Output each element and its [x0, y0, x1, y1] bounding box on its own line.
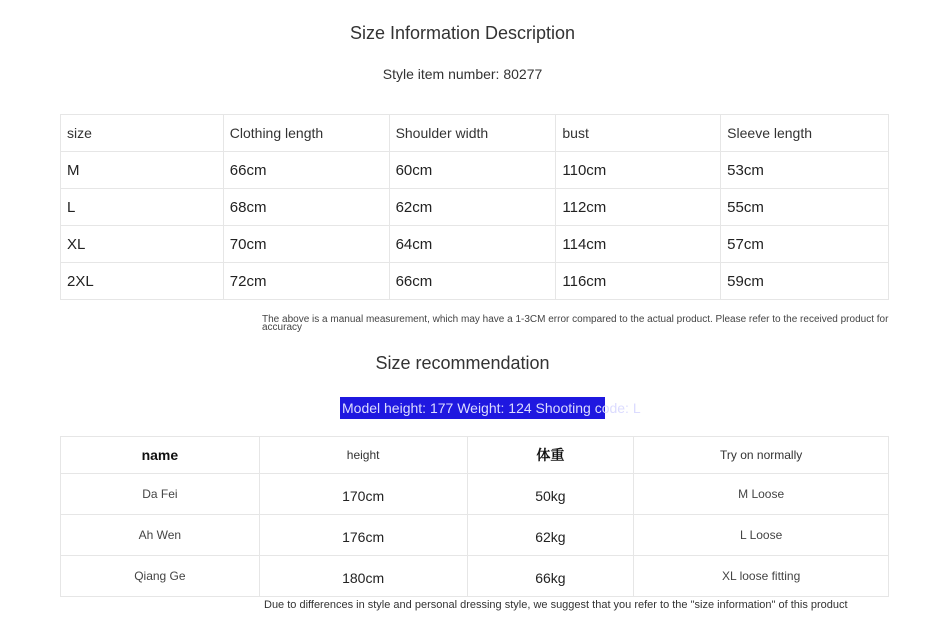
sleeve-length-cell: 55cm: [721, 189, 889, 226]
clothing-length-cell: 68cm: [223, 189, 389, 226]
shoulder-width-cell: 64cm: [389, 226, 556, 263]
sleeve-length-cell: 59cm: [721, 263, 889, 300]
shoulder-width-cell: 62cm: [389, 189, 556, 226]
header-try-on: Try on normally: [634, 437, 889, 474]
sleeve-length-cell: 53cm: [721, 152, 889, 189]
header-size: size: [61, 115, 224, 152]
size-cell: M: [61, 152, 224, 189]
size-info-title: Size Information Description: [349, 23, 576, 43]
shoulder-width-cell: 66cm: [389, 263, 556, 300]
bust-cell: 112cm: [556, 189, 721, 226]
table-row: [61, 263, 889, 300]
try-on-cell: XL loose fitting: [634, 556, 889, 597]
weight-cell: 62kg: [467, 515, 634, 556]
header-height: height: [259, 437, 467, 474]
weight-cell: 66kg: [467, 556, 634, 597]
size-cell: L: [61, 189, 224, 226]
bust-cell: 114cm: [556, 226, 721, 263]
table-row: [61, 152, 889, 189]
bust-cell: 110cm: [556, 152, 721, 189]
header-sleeve-length: Sleeve length: [721, 115, 889, 152]
clothing-length-cell: 72cm: [223, 263, 389, 300]
height-cell: 180cm: [259, 556, 467, 597]
try-on-cell: M Loose: [634, 474, 889, 515]
model-info-highlight: Model height: 177 Weight: 124 Shooting code: L: [340, 397, 605, 419]
weight-cell: 50kg: [467, 474, 634, 515]
shoulder-width-cell: 60cm: [389, 152, 556, 189]
name-cell: Qiang Ge: [61, 556, 260, 597]
table-row: [61, 515, 889, 556]
try-on-cell: L Loose: [634, 515, 889, 556]
height-cell: 176cm: [259, 515, 467, 556]
size-recommendation-title: Size recommendation: [375, 353, 550, 373]
size-table: [60, 114, 889, 300]
header-clothing-length: Clothing length: [223, 115, 389, 152]
name-cell: Da Fei: [61, 474, 260, 515]
clothing-length-cell: 66cm: [223, 152, 389, 189]
recommendation-table: [60, 436, 889, 597]
bust-cell: 116cm: [556, 263, 721, 300]
size-cell: XL: [61, 226, 224, 263]
size-table-header: [61, 115, 889, 152]
clothing-length-cell: 70cm: [223, 226, 389, 263]
size-cell: 2XL: [61, 263, 224, 300]
header-shoulder-width: Shoulder width: [389, 115, 556, 152]
sleeve-length-cell: 57cm: [721, 226, 889, 263]
measurement-note: The above is a manual measurement, which may have a 1-3CM error compared to the actual product. Please refer to the received product for accuracy: [262, 314, 889, 333]
recommendation-table-header: [61, 437, 889, 474]
table-row: [61, 474, 889, 515]
header-bust: bust: [556, 115, 721, 152]
table-row: [61, 556, 889, 597]
header-name: name: [61, 437, 260, 474]
height-cell: 170cm: [259, 474, 467, 515]
footer-note: Due to differences in style and personal dressing style, we suggest that you refer to the "size information" of this product: [264, 599, 848, 611]
table-row: [61, 226, 889, 263]
header-weight: 体重: [467, 437, 634, 474]
name-cell: Ah Wen: [61, 515, 260, 556]
style-item-number: Style item number: 80277: [382, 66, 543, 82]
table-row: [61, 189, 889, 226]
